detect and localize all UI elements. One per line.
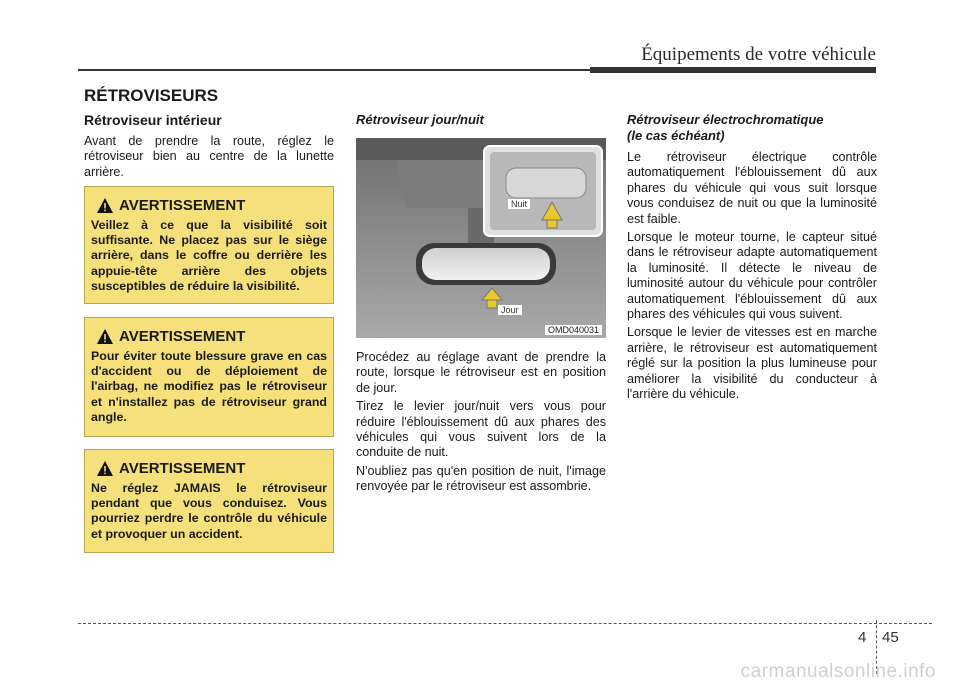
paragraph-electrochromic-2: Lorsque le moteur tourne, le capteur situé dans le rétroviseur adapte automatiquement la luminosité. Il détecte le niveau de luminosité autour du véhicule pour contrôler automatiquement l'éblouissement dû aux phares des véhicules qui vous suivent.: [627, 230, 877, 322]
paragraph-electrochromic-1: Le rétroviseur électrique contrôle automatiquement l'éblouissement dû aux phares du véhicule qui vous suit lorsque vous conduisez de nuit ou que la luminosité est faible.: [627, 150, 877, 226]
label-night: Nuit: [508, 199, 530, 209]
mirror-drawing: [356, 138, 606, 338]
footer-rule: [78, 623, 932, 624]
warning-title: AVERTISSEMENT: [119, 460, 246, 477]
heading-electrochromic-line2: (le cas échéant): [627, 128, 725, 143]
watermark: carmanualsonline.info: [740, 661, 936, 682]
warning-text: Pour éviter toute blessure grave en cas d'accident ou de déploiement de l'airbag, ne modifiez pas le rétroviseur et n'installez pas de rétroviseur grand angle.: [91, 349, 327, 424]
mirror-illustration: [356, 138, 606, 338]
warning-title: AVERTISSEMENT: [119, 328, 246, 345]
heading-electrochromic-line1: Rétroviseur électrochromatique: [627, 112, 824, 127]
section-title: RÉTROVISEURS: [84, 86, 219, 105]
page-number: 45: [882, 629, 899, 646]
warning-box-3: [84, 449, 334, 553]
column-middle: [356, 112, 606, 498]
heading-electrochromic-mirror: [627, 112, 877, 144]
warning-box-2: [84, 317, 334, 437]
column-right: [627, 112, 877, 406]
chapter-title: Équipements de votre véhicule: [641, 44, 876, 65]
header-rule-accent: [590, 67, 876, 73]
figure-code: OMD040031: [545, 325, 602, 335]
column-left: [84, 112, 334, 183]
paragraph-day-night-1: Procédez au réglage avant de prendre la route, lorsque le rétroviseur est en position de jour.: [356, 350, 606, 395]
warning-title: AVERTISSEMENT: [119, 197, 246, 214]
warning-text: Veillez à ce que la visibilité soit suffisante. Ne placez pas sur le siège arrière, dans le coffre ou derrière les appuie-tête arrière des objets susceptibles de réduire la visibilité.: [91, 218, 327, 293]
warning-text: Ne réglez JAMAIS le rétroviseur pendant que vous conduisez. Vous pourriez perdre le contrôle du véhicule et provoquer un accident.: [91, 481, 327, 541]
warning-box-1: [84, 186, 334, 304]
heading-interior-mirror: Rétroviseur intérieur: [84, 112, 222, 128]
warning-triangle-icon: [97, 198, 113, 213]
paragraph-electrochromic-3: Lorsque le levier de vitesses est en marche arrière, le rétroviseur est automatiquement réglé sur la position la plus lumineuse pour améliorer la visibilité du conducteur à l'arrière du véhicule.: [627, 325, 877, 402]
chapter-number: 4: [858, 629, 867, 646]
warning-triangle-icon: [97, 329, 113, 344]
paragraph-interior-mirror: Avant de prendre la route, réglez le rétroviseur bien au centre de la lunette arrière.: [84, 134, 334, 179]
paragraph-day-night-2: Tirez le levier jour/nuit vers vous pour réduire l'éblouissement dû aux phares des véhicules qui vous suivent lors de la conduite de nuit.: [356, 399, 606, 460]
heading-day-night-mirror: Rétroviseur jour/nuit: [356, 112, 484, 127]
warning-triangle-icon: [97, 461, 113, 476]
paragraph-day-night-3: N'oubliez pas qu'en position de nuit, l'image renvoyée par le rétroviseur est assombrie.: [356, 463, 606, 494]
label-day: Jour: [498, 305, 522, 315]
